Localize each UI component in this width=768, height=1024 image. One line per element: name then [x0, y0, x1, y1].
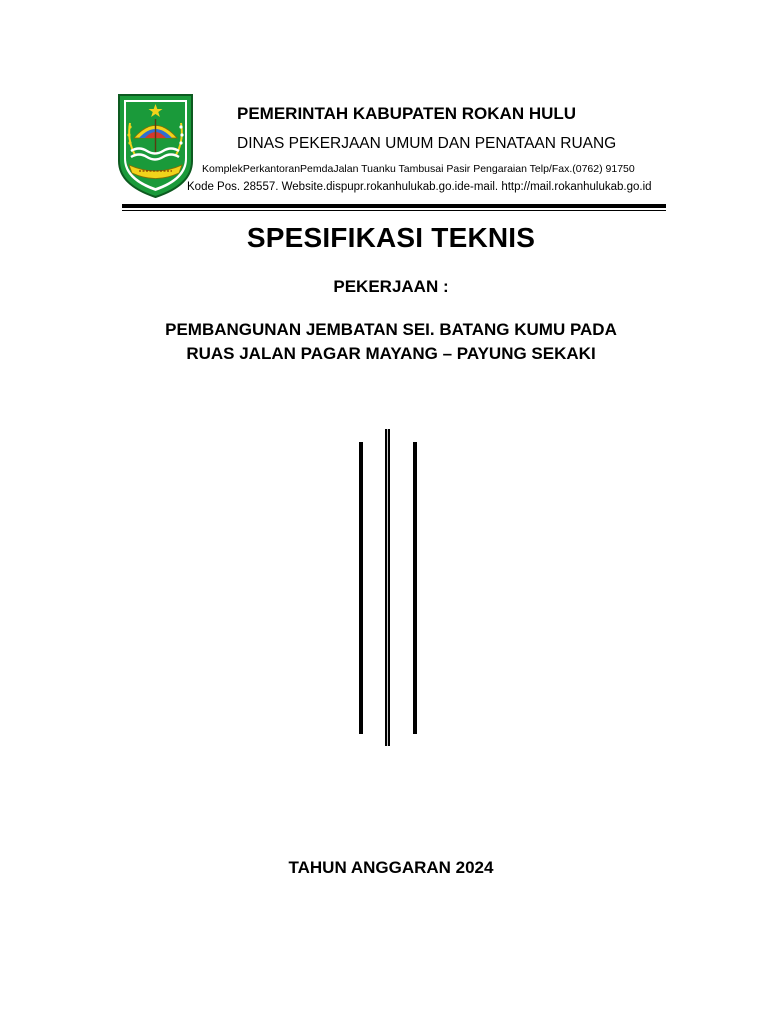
project-line-1: PEMBANGUNAN JEMBATAN SEI. BATANG KUMU PADA — [165, 320, 617, 339]
budget-year: TAHUN ANGGARAN 2024 — [288, 858, 494, 877]
letterhead — [0, 0, 768, 215]
government-name: PEMERINTAH KABUPATEN ROKAN HULU — [237, 104, 577, 123]
work-label: PEKERJAAN : — [333, 277, 449, 296]
address-line-2: Kode Pos. 28557. Website.dispupr.rokanhulukab.go.ide-mail. http://mail.rokanhulukab.go.id — [187, 181, 652, 193]
project-name — [0, 318, 768, 366]
document-title: SPESIFIKASI TEKNIS — [246, 222, 536, 253]
project-line-2: RUAS JALAN PAGAR MAYANG – PAYUNG SEKAKI — [186, 344, 596, 363]
department-name: DINAS PEKERJAAN UMUM DAN PENATAAN RUANG — [237, 135, 617, 152]
vertical-lines-icon — [355, 425, 425, 750]
regency-coat-of-arms-icon — [117, 93, 194, 199]
letterhead-rule-thin — [122, 210, 666, 211]
address-line-1: KomplekPerkantoranPemdaJalan Tuanku Tambusai Pasir Pengaraian Telp/Fax.(0762) 91750 — [202, 163, 635, 175]
letterhead-rule-thick — [122, 204, 666, 208]
